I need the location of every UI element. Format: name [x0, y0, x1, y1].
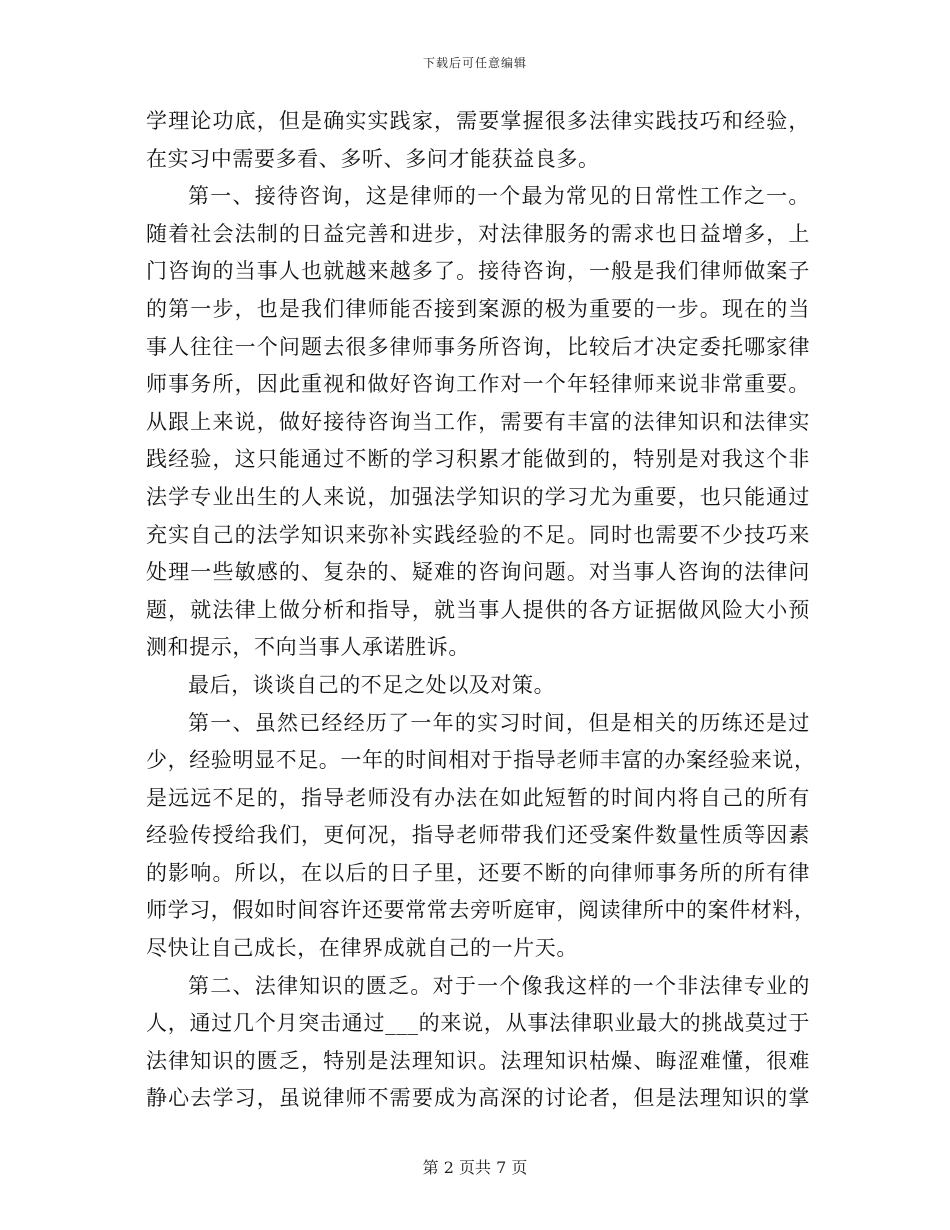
text-line: 第一、虽然已经经历了一年的实习时间，但是相关的历练还是过: [188, 710, 810, 735]
page-header: 下载后可任意编辑: [422, 56, 527, 70]
text-line: 在实习中需要多看、多听、多问才能获益良多。: [146, 146, 600, 171]
text-line: 第二、法律知识的匮乏。对于一个像我这样的一个非法律专业的: [188, 973, 810, 998]
text-line: 随着社会法制的日益完善和进步，对法律服务的需求也日益增多，上: [146, 221, 810, 246]
text-line: 充实自己的法学知识来弥补实践经验的不足。同时也需要不少技巧来: [146, 522, 810, 547]
text-line: 践经验，这只能通过不断的学习积累才能做到的，特别是对我这个非: [146, 447, 810, 472]
text-line: 最后，谈谈自己的不足之处以及对策。: [188, 672, 556, 697]
text-line: 师学习，假如时间容许还要常常去旁听庭审，阅读律所中的案件材料，: [146, 898, 816, 923]
text-line: 处理一些敏感的、复杂的、疑难的咨询问题。对当事人咨询的法律问: [146, 560, 810, 585]
text-line: 的第一步，也是我们律师能否接到案源的极为重要的一步。现在的当: [146, 296, 810, 321]
page-number: 第 2 页共 7 页: [422, 1158, 528, 1177]
text-line: 法学专业出生的人来说，加强法学知识的学习尤为重要，也只能通过: [146, 484, 810, 509]
text-line: 静心去学习，虽说律师不需要成为高深的讨论者，但是法理知识的掌: [146, 1086, 810, 1111]
text-line: 的影响。所以，在以后的日子里，还要不断的向律师事务所的所有律: [146, 860, 810, 885]
text-line: 人，通过几个月突击通过___的来说，从事法律职业最大的挑战莫过于: [146, 1011, 810, 1036]
text-line: 测和提示，不向当事人承诺胜诉。: [146, 635, 470, 660]
text-line: 少，经验明显不足。一年的时间相对于指导老师丰富的办案经验来说，: [146, 748, 816, 773]
text-line: 从跟上来说，做好接待咨询当工作，需要有丰富的法律知识和法律实: [146, 409, 810, 434]
text-line: 法律知识的匮乏，特别是法理知识。法理知识枯燥、晦涩难懂，很难: [146, 1048, 810, 1073]
text-line: 师事务所，因此重视和做好咨询工作对一个年轻律师来说非常重要。: [146, 372, 810, 397]
text-line: 是远远不足的，指导老师没有办法在如此短暂的时间内将自己的所有: [146, 785, 810, 810]
body-text: [146, 103, 816, 1118]
text-line: 学理论功底，但是确实实践家，需要掌握很多法律实践技巧和经验，: [146, 109, 810, 133]
text-line: 经验传授给我们，更何况，指导老师带我们还受案件数量性质等因素: [146, 823, 810, 848]
text-line: 事人往往一个问题去很多律师事务所咨询，比较后才决定委托哪家律: [146, 334, 810, 359]
text-line: 尽快让自己成长，在律界成就自己的一片天。: [146, 936, 578, 961]
text-line: 题，就法律上做分析和指导，就当事人提供的各方证据做风险大小预: [146, 597, 810, 622]
text-line: 门咨询的当事人也就越来越多了。接待咨询，一般是我们律师做案子: [146, 259, 810, 284]
text-line: 第一、接待咨询，这是律师的一个最为常见的日常性工作之一。: [188, 184, 810, 209]
